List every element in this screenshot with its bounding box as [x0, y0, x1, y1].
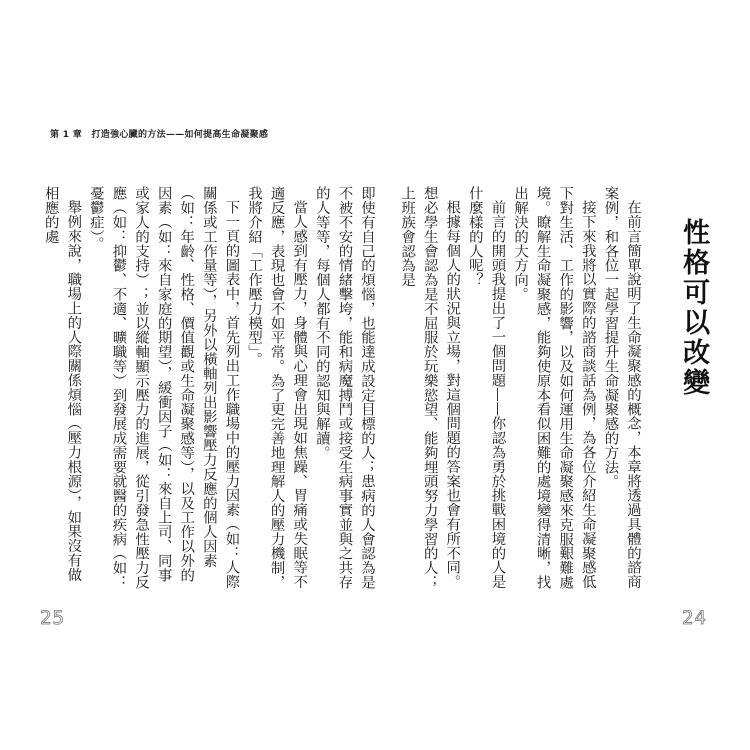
- running-header: [50, 127, 274, 140]
- paragraph: 在前言簡單說明了生命凝聚感的概念，本章將透過具體的諮商案例，和各位一起學習提升生命凝聚感的方法。: [602, 186, 641, 590]
- page-number-right: 24: [682, 607, 707, 629]
- paragraph: 前言的開頭我提出了一個問題——你認為勇於挑戰困境的人是什麼樣的人呢？: [466, 186, 506, 590]
- right-page-body: [399, 186, 644, 596]
- paragraph: 根據每個人的狀況與立場，對這個問題的答案也會有所不同。想必學生會認為是不屈服於玩樂慾望、能夠埋頭努力學習的人；上班族會認為是: [399, 186, 461, 590]
- section-title: 性格可以改變: [678, 218, 710, 398]
- page-number-left: 25: [40, 607, 65, 629]
- paragraph: 即使有自己的煩惱，也能達成設定目標的人；患病的人會認為是不被不安的情緒擊垮，能和病魔搏鬥或接受生病事實並與之共存的人等等，每個人都有不同的認知與解讀。: [313, 186, 375, 590]
- left-page-body: [42, 186, 378, 596]
- paragraph: 舉例來說，職場上的人際關係煩惱（壓力根源），如果沒有做相應的處: [42, 186, 82, 582]
- paragraph: 下一頁的圖表中，首先列出工作職場中的壓力因素（如：人際關係或工作量等），另外以橫軸列出影響壓力反應的個人因素（如：年齡、性格、價值觀或生命凝聚感等），以及工作以外的因素（如：來自家庭的期望），緩衝因子（如：來自上司、同事或家人的支持）；並以縱軸顯示壓力的進展，從引發急性壓力反應（如：抑鬱、不適、曠職等）到發展成需要就醫的疾病（如：憂鬱症）。: [87, 186, 240, 590]
- paragraph: 接下來我將以實際的諮商談話為例，為各位介紹生命凝聚感低下對生活、工作的影響，以及如何運用生命凝聚感來克服艱難處境。瞭解生命凝聚感，能夠使原本看似困難的處境變得清晰，找出解決的大方向。: [512, 186, 596, 590]
- chapter-title: 打造強心臟的方法——如何提高生命凝聚感: [91, 130, 269, 140]
- chapter-label: 第 1 章: [50, 130, 83, 140]
- paragraph: 當人感到有壓力，身體與心理會出現如焦躁、胃痛或失眠等不適反應，表現也會不如平常。為了更完善地理解人的壓力機制，我將介紹「工作壓力模型」。: [246, 186, 308, 590]
